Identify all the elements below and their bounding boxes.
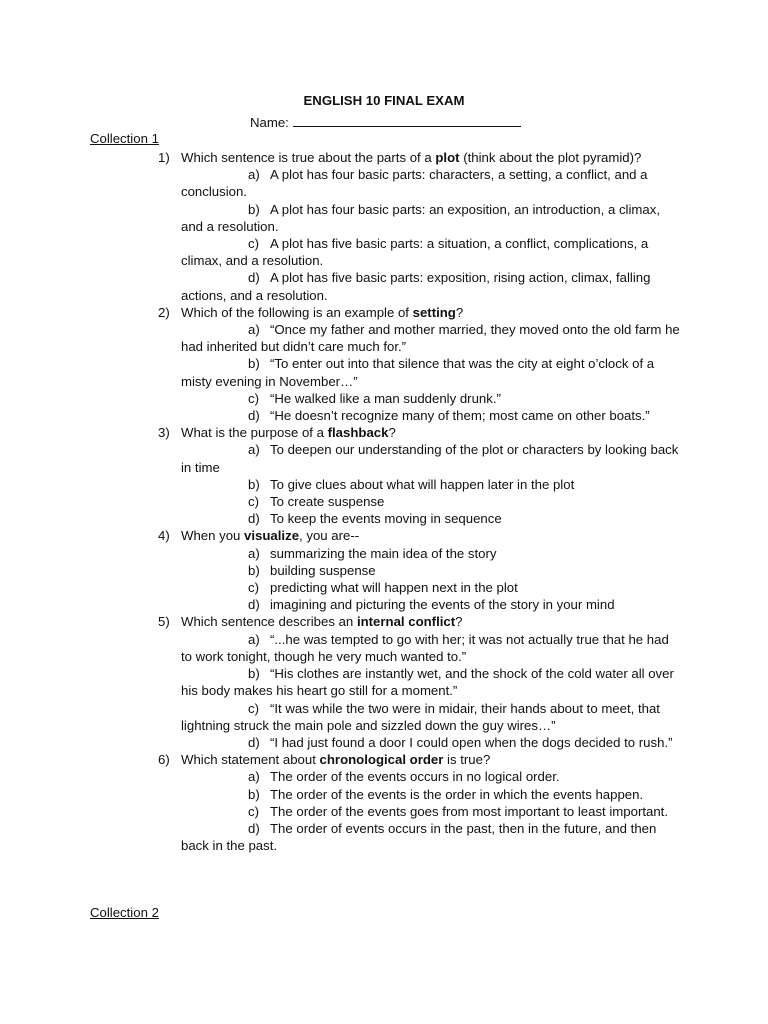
question-item: [0, 304, 768, 424]
answer-option: [0, 768, 768, 785]
section-heading-collection-2: Collection 2: [90, 905, 159, 920]
question-text: What is the purpose of a: [181, 425, 328, 441]
question-keyword: chronological order: [319, 752, 444, 768]
question-number: 2): [158, 304, 170, 320]
answer-letter: c): [248, 580, 259, 596]
answer-text: “It was while the two were in midair, their hands about to meet, that lightning struck the main pole and sizzled down the guy wires…”: [181, 700, 660, 733]
question-list: [0, 149, 768, 854]
answer-text: To give clues about what will happen later in the plot: [270, 476, 575, 492]
answer-option: [0, 476, 768, 493]
answer-option: [0, 321, 768, 355]
answer-letter: d): [248, 820, 260, 836]
answer-letter: a): [248, 322, 260, 338]
answer-option: [0, 493, 768, 510]
answer-letter: b): [248, 356, 260, 372]
exam-title: ENGLISH 10 FINAL EXAM: [303, 93, 465, 108]
question-number: 5): [158, 614, 170, 630]
question-keyword: plot: [435, 150, 460, 165]
question-stem: [0, 304, 768, 321]
question-keyword: flashback: [327, 425, 389, 441]
answer-letter: b): [248, 562, 260, 578]
question-item: [0, 613, 768, 751]
answer-option: [0, 355, 768, 389]
answer-text: “...he was tempted to go with her; it was not actually true that he had to work tonight, though he very much wanted to.”: [181, 631, 669, 664]
answer-letter: b): [248, 476, 260, 492]
answer-text: A plot has five basic parts: a situation, a conflict, complications, a climax, and a resolution.: [181, 236, 649, 269]
question-item: [0, 149, 768, 304]
answer-letter: c): [248, 390, 259, 406]
answer-text: The order of events occurs in the past, then in the future, and then back in the past.: [181, 820, 657, 854]
answer-text: A plot has five basic parts: exposition, rising action, climax, falling actions, and a resolution.: [181, 270, 651, 303]
section-heading-collection-1: Collection 1: [90, 131, 159, 146]
answer-option: [0, 786, 768, 803]
answer-letter: a): [248, 631, 260, 647]
question-item: [0, 751, 768, 854]
question-number: 6): [158, 752, 170, 768]
name-blank-line: [293, 113, 521, 127]
question-item: [0, 527, 768, 613]
answer-letter: b): [248, 786, 260, 802]
name-label: Name:: [250, 115, 289, 130]
answer-text: “Once my father and mother married, they moved onto the old farm he had inherited but didn’t care much for.”: [181, 322, 680, 355]
answer-option: [0, 734, 768, 751]
answer-text: “He doesn’t recognize many of them; most came on other boats.”: [270, 408, 650, 424]
question-text-end: is true?: [443, 752, 491, 768]
answer-option: [0, 269, 768, 303]
answer-letter: c): [248, 494, 259, 510]
answer-letter: c): [248, 236, 259, 252]
answer-option: [0, 545, 768, 562]
answer-text: building suspense: [270, 562, 376, 578]
answer-option: [0, 166, 768, 200]
question-number: 1): [158, 150, 170, 165]
answer-text: imagining and picturing the events of the story in your mind: [270, 597, 615, 613]
question-item: [0, 424, 768, 527]
answer-letter: a): [248, 769, 260, 785]
question-text-end: ?: [455, 304, 464, 320]
answer-option: [0, 235, 768, 269]
answer-text: To deepen our understanding of the plot or characters by looking back in time: [181, 442, 679, 475]
question-stem: [0, 424, 768, 441]
question-stem: [0, 751, 768, 768]
answer-text: The order of the events occurs in no logical order.: [270, 769, 560, 785]
question-stem: [0, 149, 768, 166]
answer-letter: d): [248, 597, 260, 613]
answer-option: [0, 579, 768, 596]
answer-letter: a): [248, 442, 260, 458]
answer-option: [0, 596, 768, 613]
answer-text: To keep the events moving in sequence: [270, 511, 502, 527]
answer-option: [0, 407, 768, 424]
question-text: Which sentence describes an: [181, 614, 357, 630]
answer-option: [0, 631, 768, 665]
question-text-end: (think about the plot pyramid)?: [459, 150, 642, 165]
answer-option: [0, 441, 768, 475]
answer-letter: a): [248, 167, 260, 183]
question-text: Which statement about: [181, 752, 320, 768]
answer-text: The order of the events goes from most important to least important.: [270, 803, 669, 819]
answer-letter: c): [248, 803, 259, 819]
question-text: Which of the following is an example of: [181, 304, 413, 320]
answer-option: [0, 665, 768, 699]
question-number: 4): [158, 528, 170, 544]
answer-text: “His clothes are instantly wet, and the shock of the cold water all over his body makes his heart go still for a moment.”: [181, 666, 674, 699]
answer-text: “To enter out into that silence that was the city at eight o’clock of a misty evening in November…”: [181, 356, 655, 389]
question-stem: [0, 527, 768, 544]
question-number: 3): [158, 425, 170, 441]
answer-letter: d): [248, 408, 260, 424]
question-text-end: ?: [455, 614, 463, 630]
answer-option: [0, 820, 768, 854]
answer-letter: b): [248, 201, 260, 217]
answer-text: To create suspense: [270, 494, 385, 510]
name-field-row: [250, 113, 521, 131]
answer-text: “He walked like a man suddenly drunk.”: [270, 390, 501, 406]
question-text: When you: [181, 528, 245, 544]
answer-text: A plot has four basic parts: characters, a setting, a conflict, and a conclusion.: [181, 167, 648, 200]
answer-letter: a): [248, 545, 260, 561]
question-text-end: ?: [388, 425, 396, 441]
answer-text: summarizing the main idea of the story: [270, 545, 497, 561]
question-text: Which sentence is true about the parts of a: [181, 150, 436, 165]
answer-letter: d): [248, 511, 260, 527]
answer-option: [0, 562, 768, 579]
answer-option: [0, 803, 768, 820]
answer-option: [0, 510, 768, 527]
question-text-end: , you are--: [299, 528, 360, 544]
answer-option: [0, 700, 768, 734]
question-keyword: visualize: [244, 528, 300, 544]
answer-letter: d): [248, 734, 260, 750]
question-stem: [0, 613, 768, 630]
answer-text: A plot has four basic parts: an exposition, an introduction, a climax, and a resolution.: [181, 201, 660, 234]
answer-text: predicting what will happen next in the plot: [270, 580, 518, 596]
answer-letter: b): [248, 666, 260, 682]
question-keyword: internal conflict: [356, 614, 456, 630]
answer-letter: c): [248, 700, 259, 716]
question-keyword: setting: [412, 304, 456, 320]
answer-letter: d): [248, 270, 260, 286]
answer-text: The order of the events is the order in which the events happen.: [270, 786, 644, 802]
answer-option: [0, 201, 768, 235]
answer-option: [0, 390, 768, 407]
answer-text: “I had just found a door I could open when the dogs decided to rush.”: [270, 734, 673, 750]
